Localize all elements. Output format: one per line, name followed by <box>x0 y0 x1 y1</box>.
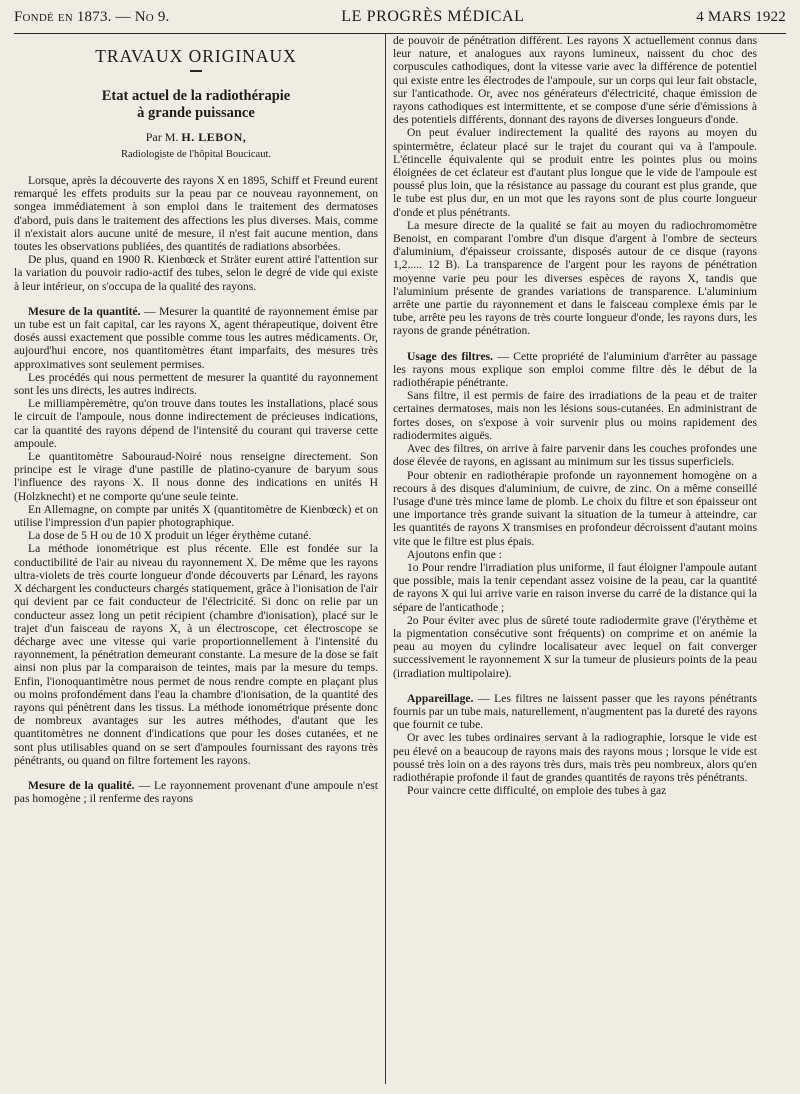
paragraph: Sans filtre, il est permis de faire des irradiations de la peau et de traiter certaines dermatoses, mais non les lésions sous-cutanées. En administrant de fortes doses, on s'expose à voir survenir plus ou moins rapidement des radiodermites aiguës. <box>393 389 757 442</box>
paragraph: Avec des filtres, on arrive à faire parvenir dans les couches profondes une dose élevée de rayons, en agissant au minimum sur les tissus superficiels. <box>393 442 757 469</box>
two-column-body <box>14 34 786 1084</box>
paragraph <box>393 350 757 390</box>
author-name: H. LEBON, <box>181 130 247 144</box>
article-title-line-1: Etat actuel de la radiothérapie <box>101 88 291 104</box>
title-dash <box>190 70 202 72</box>
paragraph: La méthode ionométrique est plus récente. Elle est fondée sur la conductibilité de l'air au niveau du rayonnement X. De même que les rayons ultra-violets de très courte longueur d'onde découverts par Lénard, les rayons X déchargent les conducteurs chargés statiquement, grâce à l'ionisation de l'air qui devient par ce fait conducteur de l'électricité. Si donc on relie par un conducteur assez long un petit récipient (chambre d'ionisation), placé sur le trajet d'un faisceau de rayons X, à un électroscope, cet électroscope se décharge avec une vitesse qui varie proportionnellement à l'intensité du rayonnement, la pénétration demeurant constante. La mesure de la dose se fait ainsi non plus par la comparaison de teintes, mais par la mesure du temps. Enfin, l'ionoquantimètre nous permet de nous rendre compte en plaçant plus ou moins profondément dans l'eau la chambre d'ionisation, de la quantité des rayons qui pénètrent dans les tissus. La méthode ionométrique présente donc de nombreux avantages sur les autres méthodes, d'autant que les quantitomètres ne donnent d'indications que pour les doses cutanées, et ne sont plus utilisables quand on se sert d'ampoules fournissant des rayons très pénétrants, ou quand on filtre fortement les rayons. <box>14 542 378 767</box>
paragraph: La mesure directe de la qualité se fait au moyen du radiochromomètre Benoist, en comparant l'ombre d'un disque d'argent à l'ombre de secteurs d'aluminium, d'épaisseur croissante, disposés autour de ce disque (rayons 1,2..... 12 B). La transparence de l'argent pour les rayons de pénétration moyenne varie peu pour les diverses espèces de rayons X, tandis que l'aluminium présente de grandes variations de transparence. L'aluminium arrête une partie du rayonnement et dans le faisceau complexe émis par le tube, arrête peu les rayons de très courte longueur d'onde, les rayons durs, les rayons de grande pénétration. <box>393 218 757 338</box>
paragraph: On peut évaluer indirectement la qualité des rayons au moyen du spintermètre, éclateur placé sur le trajet du courant qui va à l'ampoule. L'étincelle équivalente qui se produit entre les pointes plus ou moins éloignées de cet éclateur est d'autant plus longue que le vide de l'ampoule est poussé plus loin, que la résistance au passage du courant est plus grande, que le tube est plus dur, en un mot que les rayons sont de plus courte longueur d'onde et plus pénétrants. <box>393 126 757 219</box>
article-title-line-2: à grande puissance <box>137 105 255 121</box>
paragraph <box>14 305 378 371</box>
byline <box>14 130 378 145</box>
paragraph: 1o Pour rendre l'irradiation plus uniforme, il faut éloigner l'ampoule autant que possible, mais la tenir cependant assez voisine de la peau, car la quantité de rayons X qui lui arrive varie en raison inverse du carré de la distance qui la sépare de l'anticathode ; <box>393 560 757 614</box>
paragraph: Or avec les tubes ordinaires servant à la radiographie, lorsque le vide est peu élevé on a beaucoup de rayons mais des rayons mous ; lorsque le vide est poussé très loin on a des rayons très durs, mais très peu nombreux, alors qu'en radiothérapie profonde il faut de grandes quantités de rayons très pénétrants. <box>393 731 757 784</box>
paragraph: de pouvoir de pénétration différent. Les rayons X actuellement connus dans leur nature, et analogues aux rayons lumineux, naissent du choc des corpuscules cathodiques, dont la vitesse varie avec la différence de potentiel qui existe entre les électrodes de l'ampoule, sur un corps qui leur fait obstacle, sur l'anticathode. Or, avec nos générateurs d'électricité, chaque émission de rayons cathodiques est intermittente, et se compose d'une série d'émissions à des potentiels différents, donnant des rayons de diverses longueurs d'onde. <box>393 34 757 127</box>
journal-title: LE PROGRÈS MÉDICAL <box>341 8 525 25</box>
subheading: Mesure de la qualité. <box>28 778 135 792</box>
paragraph-text: — Mesurer la quantité de rayonnement émise par un tube est un fait capital, car les rayons X, agent thérapeutique, doivent être dosés aussi exactement que possible comme tous les autres médicaments. Or, aujourd'hui encore, nos quantitomètres étant imparfaits, des mesures très approximatives sont seulement permises. <box>14 304 378 371</box>
paragraph: De plus, quand en 1900 R. Kienbœck et Sträter eurent attiré l'attention sur la variation du pouvoir radio-actif des tubes, selon le degré de vide qui existe à leur intérieur, on s'occupa de la qualité des rayons. <box>14 253 378 293</box>
right-column <box>386 34 757 1084</box>
paragraph: La dose de 5 H ou de 10 X produit un léger érythème cutané. <box>28 529 312 543</box>
left-column <box>14 34 385 1084</box>
paragraph: Lorsque, après la découverte des rayons X en 1895, Schiff et Freund eurent remarqué les effets produits sur la peau par ce nouveau rayonnement, on songea immédiatement à son emploi dans le traitement des dermatoses d'abord, puis dans le traitement des affections les plus diverses. Mais, comme il n'existait alors aucune unité de mesure, il n'est fait aucune mention, dans toutes les observations publiées, des quantités de radiations absorbées. <box>14 174 378 254</box>
paragraph: Pour obtenir en radiothérapie profonde un rayonnement homogène on a recours à des disques d'aluminium, de cuivre, de zinc. On a même conseillé l'usage d'une très mince lame de plomb. Le choix du filtre et son épaisseur ont une importance très grande suivant la situation de la tumeur à atteindre, car les quantités de rayons X transmises en profondeur décroissent d'autant moins vite que le filtre est plus épais. <box>393 468 757 548</box>
founding-issue: Fondé en 1873. — No 9. <box>14 9 170 25</box>
paragraph <box>393 692 757 732</box>
article-title <box>14 88 378 122</box>
paragraph: Le milliampèremètre, qu'on trouve dans toutes les installations, placé sous le circuit de l'ampoule, nous donne indirectement de précieuses indications, car la quantité des rayons dépend de l'intensité du courant qui traverse cette ampoule. <box>14 397 378 450</box>
paragraph <box>14 779 378 805</box>
byline-prefix: Par M. <box>145 130 179 144</box>
issue-date: 4 MARS 1922 <box>696 9 786 25</box>
paragraph-text: — Cette propriété de l'aluminium d'arrêter au passage les rayons mous explique son emploi comme filtre dès le début de la radiothérapie pénétrante. <box>393 349 757 390</box>
subheading: Appareillage. <box>407 691 474 705</box>
paragraph: Le quantitomètre Sabouraud-Noiré nous renseigne directement. Son principe est le virage d'une pastille de platino-cyanure de baryum sous l'influence des rayons X. Il nous donne des indications en unités H (Holzknecht) et ne comporte qu'une seule teinte. <box>14 450 378 503</box>
paragraph: 2o Pour éviter avec plus de sûreté toute radiodermite grave (l'érythème et la pigmentation consécutive sont fréquents) on comprime et on anémie la peau au moyen du cylindre localisateur avec lequel on fait converger successivement le rayonnement X sur la tumeur de plusieurs points de la peau (irradiation multipolaire). <box>393 613 757 680</box>
paragraph: En Allemagne, on compte par unités X (quantitomètre de Kienbœck) et on utilise l'impression d'un papier photographique. <box>14 502 378 530</box>
paragraph: Ajoutons enfin que : <box>407 547 502 561</box>
paragraph-text: — Les filtres ne laissent passer que les rayons pénétrants fournis par un tube mais, naturellement, n'augmentent pas la dureté des rayons que fournit ce tube. <box>393 691 757 732</box>
subheading: Usage des filtres. <box>407 349 494 363</box>
paragraph: Pour vaincre cette difficulté, on emploie des tubes à gaz <box>407 784 667 798</box>
running-header <box>14 8 786 30</box>
author-role: Radiologiste de l'hôpital Boucicaut. <box>120 149 272 160</box>
paragraph: Les procédés qui nous permettent de mesurer la quantité du rayonnement sont les uns directs, les autres indirects. <box>14 370 378 398</box>
subheading: Mesure de la quantité. <box>28 304 141 318</box>
section-title: TRAVAUX ORIGINAUX <box>95 46 297 66</box>
paragraph-text: — Le rayonnement provenant d'une ampoule n'est pas homogène ; il renferme des rayons <box>14 778 378 806</box>
